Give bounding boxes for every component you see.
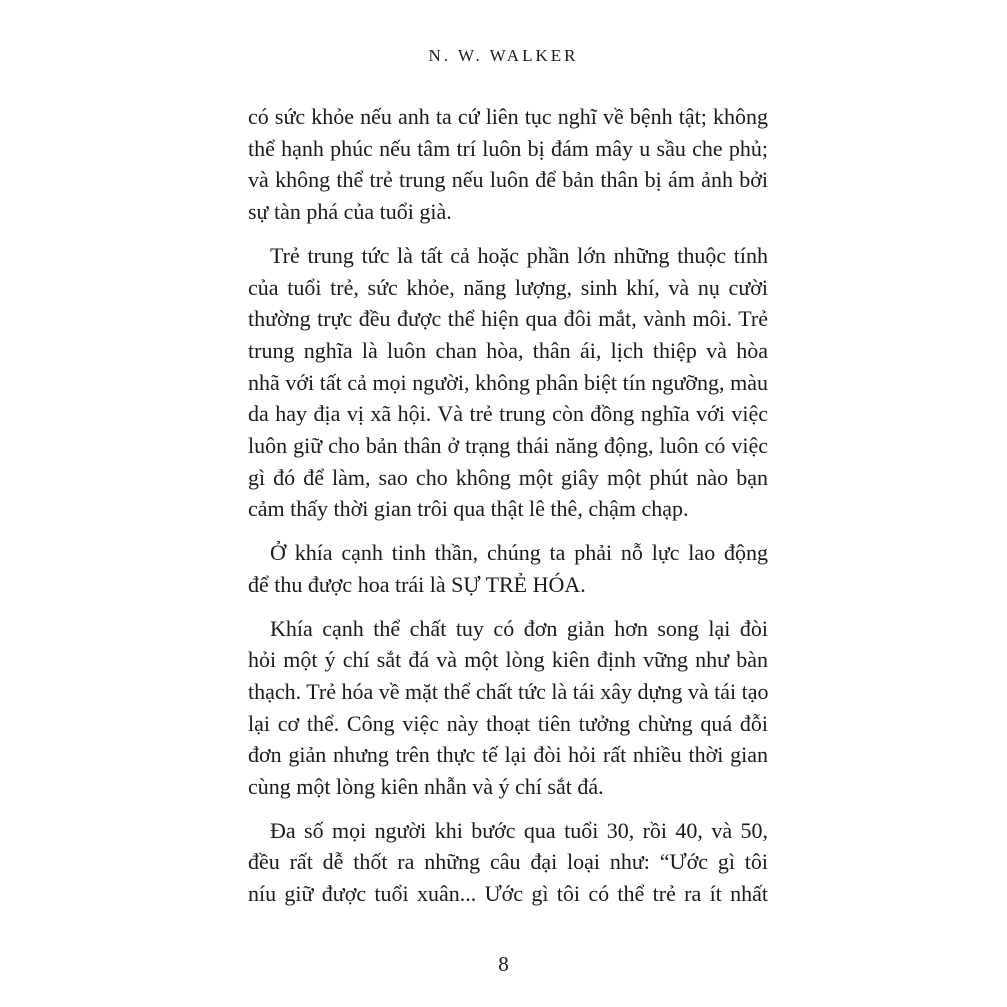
text-line: lại cơ thể. Công việc này thoạt tiên tưởng chừng quá đỗi: [248, 710, 768, 736]
text-line: cùng một lòng kiên nhẫn và ý chí sắt đá.: [248, 774, 604, 800]
page-number: 8: [498, 952, 509, 976]
paragraph: [248, 613, 768, 803]
text-line: luôn giữ cho bản thân ở trạng thái năng động, luôn có việc: [248, 433, 768, 459]
text-line: Trẻ trung tức là tất cả hoặc phần lớn những thuộc tính: [270, 242, 768, 268]
paragraph: [248, 240, 768, 525]
text-line: da hay địa vị xã hội. Và trẻ trung còn đồng nghĩa với việc: [248, 401, 768, 427]
paragraph: [248, 101, 768, 228]
body-text: [248, 101, 768, 922]
text-line: gì đó để làm, sao cho không một giây một phút nào bạn: [248, 464, 768, 490]
text-line: Đa số mọi người khi bước qua tuổi 30, rồi 40, và 50,: [270, 817, 768, 843]
text-line: của tuổi trẻ, sức khỏe, năng lượng, sinh khí, và nụ cười: [248, 274, 768, 300]
text-line: thạch. Trẻ hóa về mặt thể chất tức là tái xây dựng và tái tạo: [248, 678, 769, 704]
text-line: Khía cạnh thể chất tuy có đơn giản hơn song lại đòi: [270, 615, 768, 641]
text-line: đều rất dễ thốt ra những câu đại loại như: “Ước gì tôi: [248, 849, 768, 875]
text-line: nhã với tất cả mọi người, không phân biệt tín ngưỡng, màu: [248, 369, 768, 395]
text-line: thường trực đều được thể hiện qua đôi mắt, vành môi. Trẻ: [248, 306, 768, 332]
text-line: níu giữ được tuổi xuân... Ước gì tôi có thể trẻ ra ít nhất: [248, 881, 768, 907]
text-line: sự tàn phá của tuổi già.: [248, 199, 452, 225]
text-line: để thu được hoa trái là SỰ TRẺ HÓA.: [248, 571, 586, 597]
text-line: có sức khỏe nếu anh ta cứ liên tục nghĩ về bệnh tật; không: [248, 104, 768, 129]
text-line: Ở khía cạnh tinh thần, chúng ta phải nỗ lực lao động: [270, 540, 768, 566]
text-line: thể hạnh phúc nếu tâm trí luôn bị đám mây u sầu che phủ;: [248, 135, 768, 161]
paragraph: [248, 537, 768, 600]
text-line: đơn giản nhưng trên thực tế lại đòi hỏi rất nhiều thời gian: [248, 742, 768, 768]
running-header: N. W. WALKER: [428, 46, 579, 65]
text-line: và không thể trẻ trung nếu luôn để bản thân bị ám ảnh bởi: [248, 167, 768, 193]
text-line: cảm thấy thời gian trôi qua thật lê thê, chậm chạp.: [248, 496, 689, 522]
text-line: trung nghĩa là luôn chan hòa, thân ái, lịch thiệp và hòa: [248, 337, 768, 363]
text-line: hỏi một ý chí sắt đá và một lòng kiên định vững như bàn: [248, 647, 768, 673]
paragraph: [248, 815, 768, 910]
